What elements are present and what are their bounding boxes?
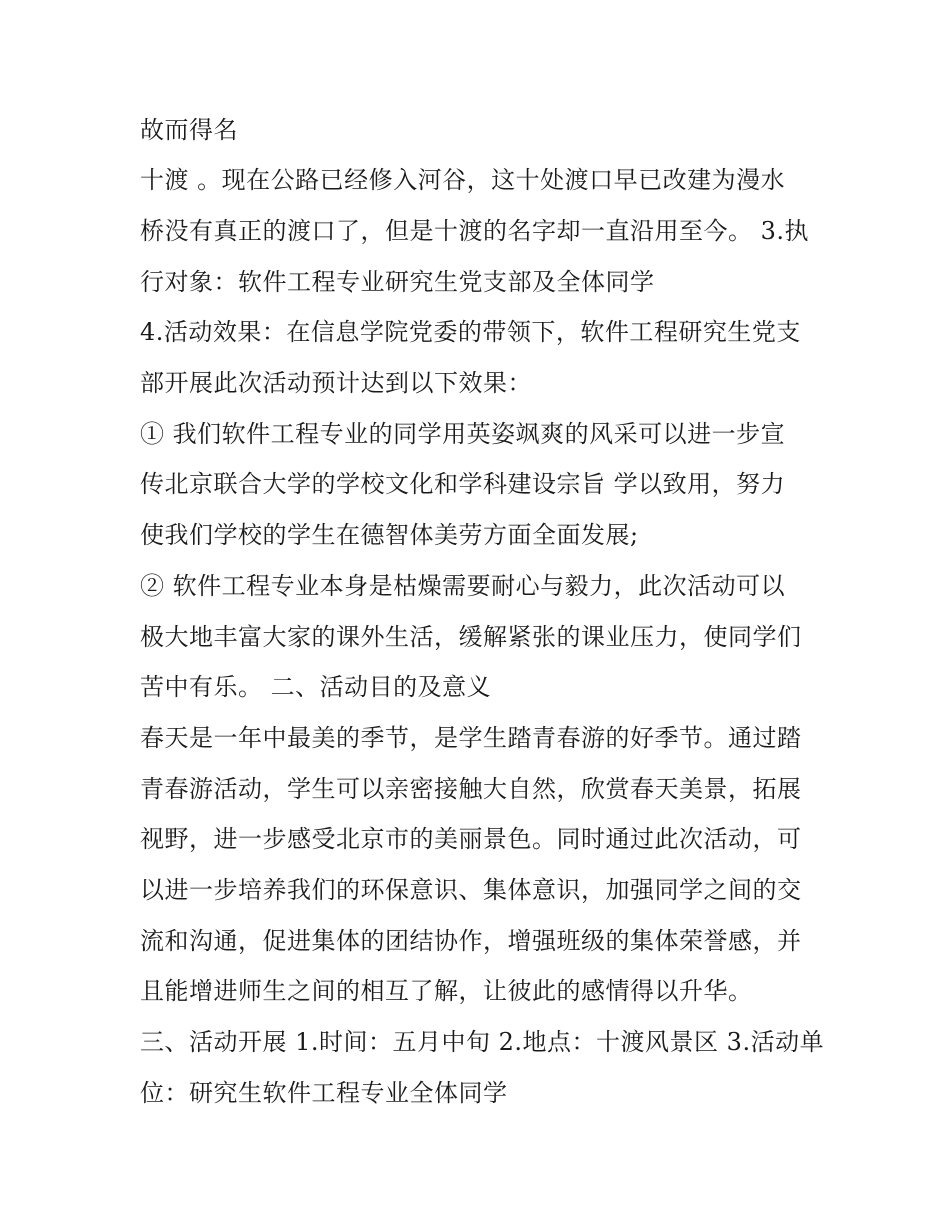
- text-line: 行对象：软件工程专业研究生党支部及全体同学: [140, 268, 655, 296]
- text-line: 极大地丰富大家的课外生活，缓解紧张的课业压力，使同学们: [140, 623, 802, 651]
- text-line: 且能增进师生之间的相互了解，让彼此的感情得以升华。: [140, 977, 753, 1005]
- text-line: 部开展此次活动预计达到以下效果：: [140, 369, 532, 397]
- list-item-2: ② 软件工程专业本身是枯燥需要耐心与毅力，此次活动可以: [140, 572, 786, 600]
- text-line: 青春游活动，学生可以亲密接触大自然，欣赏春天美景，拓展: [140, 775, 802, 803]
- text-line: 桥没有真正的渡口了，但是十渡的名字却一直沿用至今。 3.执: [140, 217, 810, 245]
- text-line: 视野，进一步感受北京市的美丽景色。同时通过此次活动，可: [140, 825, 802, 853]
- text-line: 苦中有乐。 二、活动目的及意义: [140, 673, 492, 701]
- section-heading-line: 三、活动开展 1.时间：五月中旬 2.地点：十渡风景区 3.活动单: [140, 1028, 825, 1056]
- text-line: 春天是一年中最美的季节，是学生踏青春游的好季节。通过踏: [140, 724, 802, 752]
- text-line: 位：研究生软件工程专业全体同学: [140, 1079, 508, 1107]
- list-item-1: ① 我们软件工程专业的同学用英姿飒爽的风采可以进一步宣: [140, 420, 786, 448]
- text-line: 十渡 。现在公路已经修入河谷，这十处渡口早已改建为漫水: [140, 166, 786, 194]
- text-line: 4.活动效果：在信息学院党委的带领下，软件工程研究生党支: [140, 318, 801, 346]
- text-line: 传北京联合大学的学校文化和学科建设宗旨 学以致用，努力: [140, 470, 786, 498]
- text-line: 流和沟通，促进集体的团结协作，增强班级的集体荣誉感，并: [140, 927, 802, 955]
- text-line: 使我们学校的学生在德智体美劳方面全面发展;: [140, 521, 639, 549]
- text-line: 以进一步培养我们的环保意识、集体意识，加强同学之间的交: [140, 876, 802, 904]
- text-line: 故而得名: [140, 116, 238, 144]
